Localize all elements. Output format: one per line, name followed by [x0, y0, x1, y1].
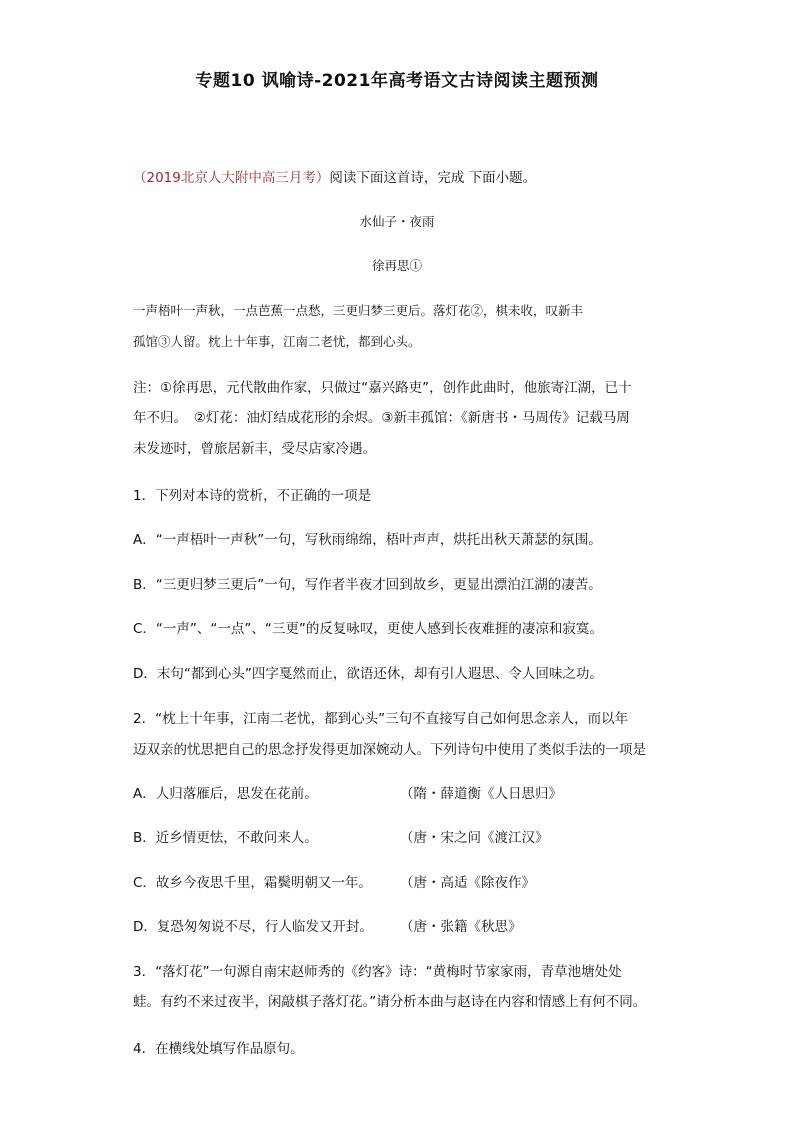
q1-option-a: A．“一声梧叶一声秋”一句，写秋雨绵绵，梧叶声声，烘托出秋天萧瑟的氛围。	[133, 532, 602, 548]
q2-option-c-source: （唐・高适《除夜作》	[400, 875, 535, 891]
poem-author: 徐再思①	[371, 258, 422, 273]
question-2-stem: 2．“枕上十年事，江南二老忧，都到心头”三句不直接写自己如何思念亲人，而以年	[133, 711, 629, 727]
q1-option-d: D．末句“都到心头”四字戛然而止，欲语还休，却有引人遐思、令人回味之功。	[133, 666, 603, 682]
question-1-stem: 1．下列对本诗的赏析，不正确的一项是	[133, 488, 372, 504]
q2-option-d: D．复恐匆匆说不尽，行人临发又开封。	[133, 919, 373, 935]
q1-option-c: C．“一声”、“一点”、“三更”的反复咏叹，更使人感到长夜难捱的凄凉和寂寞。	[133, 621, 603, 637]
poem-title: 水仙子・夜雨	[359, 214, 435, 229]
note-line: 注：①徐再思，元代散曲作家，只做过“嘉兴路吏”，创作此曲时，他旅寄江湖，已十	[133, 380, 632, 396]
q2-option-c: C．故乡今夜思千里，霜鬓明朝又一年。	[133, 875, 372, 891]
question-3-stem: 3．“落灯花”一句源自南宋赵师秀的《约客》诗：“黄梅时节家家雨，青草池塘处处	[133, 964, 622, 980]
q2-option-a: A．人归落雁后，思发在花前。	[133, 786, 318, 802]
intro-text: 阅读下面这首诗，完成 下面小题。	[329, 170, 537, 186]
q2-option-d-source: （唐・张籍《秋思》	[400, 919, 522, 935]
q1-option-b: B．“三更归梦三更后”一句，写作者半夜才回到故乡，更显出漂泊江湖的凄苦。	[133, 577, 602, 593]
note-line: 年不归。 ②灯花：油灯结成花形的余烬。③新丰孤馆：《新唐书・马周传》记载马周	[133, 410, 630, 426]
document-title: 专题10 讽喻诗-2021年高考语文古诗阅读主题预测	[195, 71, 599, 91]
poem-line: 一声梧叶一声秋，一点芭蕉一点愁，三更归梦三更后。落灯花②，棋未收，叹新丰	[133, 303, 584, 318]
question-4-stem: 4．在横线处填写作品原句。	[133, 1041, 304, 1057]
poem-line: 孤馆③人留。枕上十年事，江南二老忧，都到心头。	[133, 334, 421, 349]
question-2-stem: 迈双亲的忧思把自己的思念抒发得更加深婉动人。下列诗句中使用了类似手法的一项是	[133, 742, 646, 758]
q2-option-b: B．近乡情更怯，不敢问来人。	[133, 830, 318, 846]
q2-option-a-source: （隋・薛道衡《人日思归》	[400, 786, 562, 802]
question-source: （2019北京人大附中高三月考）	[133, 170, 330, 186]
note-line: 未发迹时，曾旅居新丰，受尽店家冷遇。	[133, 441, 376, 457]
intro-line	[133, 166, 536, 186]
q2-option-b-source: （唐・宋之问《渡江汉》	[400, 830, 549, 846]
question-3-stem: 蛙。有约不来过夜半，闲敲棋子落灯花。”请分析本曲与赵诗在内容和情感上有何不同。	[133, 994, 647, 1010]
